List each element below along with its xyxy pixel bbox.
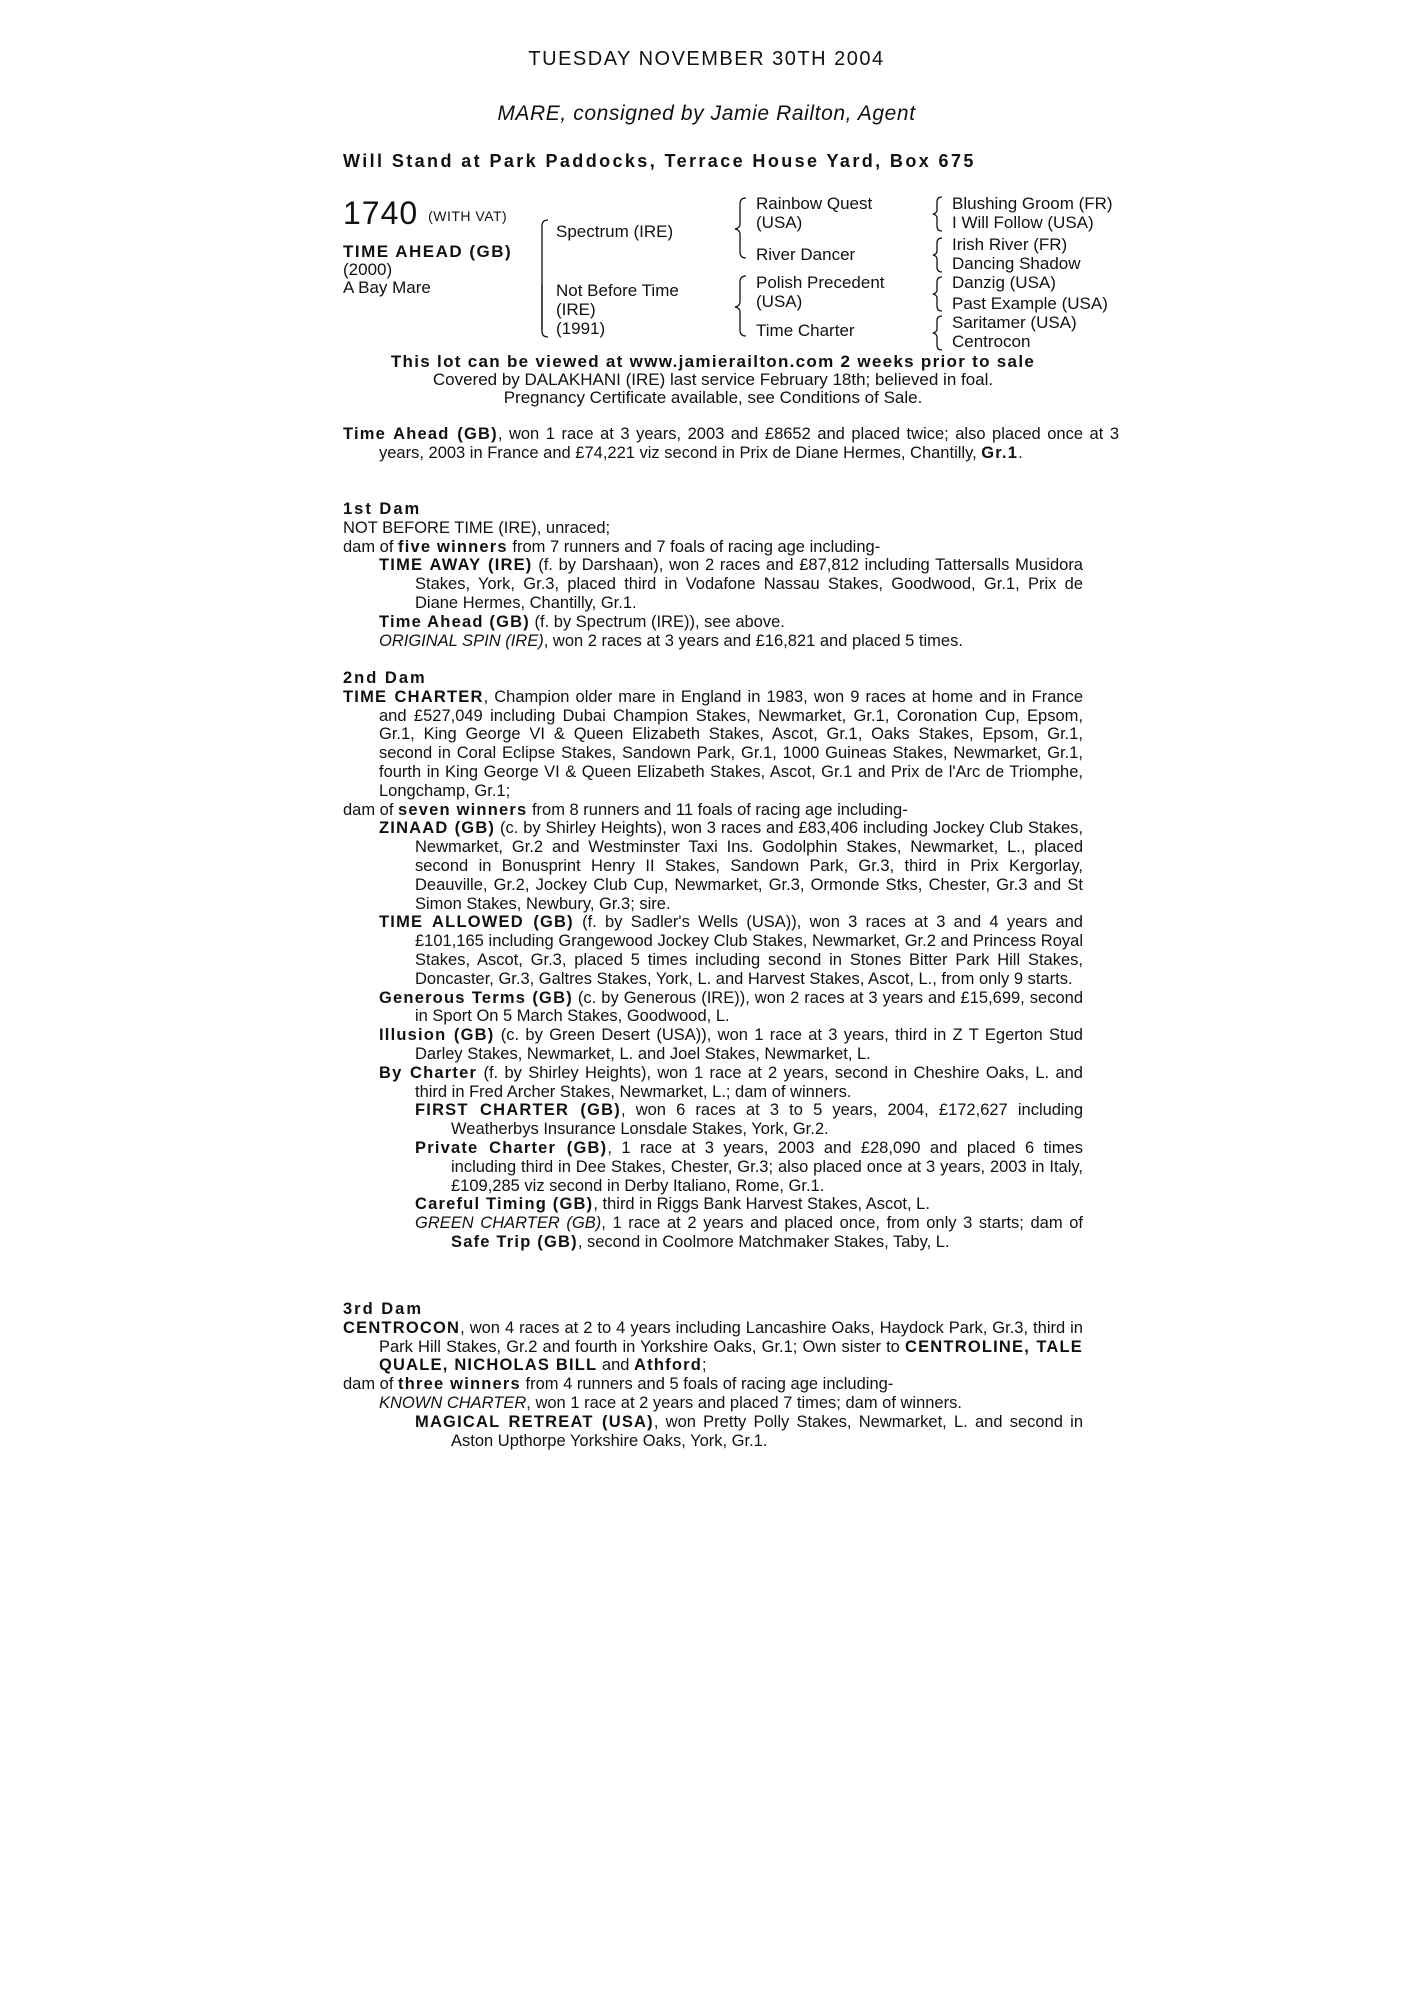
pedigree-ssd: I Will Follow (USA) <box>952 213 1094 232</box>
second-dam-produce <box>343 801 1083 820</box>
pedigree-dsd: Past Example (USA) <box>952 294 1108 313</box>
second-dam-entry <box>343 1026 1083 1064</box>
entry-text: , won 2 races at 3 years and £16,821 and placed 5 times. <box>543 631 963 650</box>
entry-text: (f. by Shirley Heights), won 1 race at 2 years, second in Cheshire Oaks, L. and third in Fred Archer Stakes, Newmarket, L.; dam of winners. <box>415 1063 1083 1101</box>
entry-name: ORIGINAL SPIN (IRE) <box>379 631 544 650</box>
third-dam-section <box>343 1300 1083 1450</box>
entry-text: (c. by Generous (IRE)), won 2 races at 3 years and £15,699, second in Sport On 5 March Stakes, Goodwood, L. <box>415 988 1083 1026</box>
dam-of-prefix: dam of <box>343 1375 399 1394</box>
stabling-line: Will Stand at Park Paddocks, Terrace House Yard, Box 675 <box>343 151 976 171</box>
summary-name: Time Ahead (GB) <box>343 425 498 443</box>
semicolon: ; <box>702 1356 707 1375</box>
entry-name: Private Charter (GB) <box>415 1138 608 1157</box>
third-dam-heading: 3rd Dam <box>343 1300 424 1318</box>
summary-grade: Gr.1 <box>981 443 1019 462</box>
sisters-names: CENTROLINE, TALE QUALE, NICHOLAS BILL <box>379 1337 1083 1375</box>
dam-of-prefix: dam of <box>343 800 399 819</box>
pedigree-brace-5 <box>930 237 946 273</box>
second-dam-entry <box>343 913 1083 988</box>
second-dam-grand-entry <box>343 1101 1083 1139</box>
pedigree-brace-6 <box>930 276 946 312</box>
second-dam-entry <box>343 989 1083 1027</box>
horse-year: (2000) <box>343 260 393 279</box>
entry-text: , 1 race at 3 years, 2003 and £28,090 and placed 6 times including third in Dee Stakes, Chester, Gr.3; also placed once at 3 years, 2003 in Italy, £109,285 viz second in Derby Italiano, Rome, Gr.1. <box>451 1138 1083 1195</box>
first-dam-section <box>343 500 1083 650</box>
second-dam-heading: 2nd Dam <box>343 669 427 687</box>
pedigree-sire: Spectrum (IRE) <box>556 222 674 241</box>
pedigree-sire-sire-name: Rainbow Quest <box>756 194 873 213</box>
pedigree-brace-2 <box>732 196 750 262</box>
entry-text-2: , second in Coolmore Matchmaker Stakes, Taby, L. <box>577 1232 950 1251</box>
viewing-note: This lot can be viewed at www.jamierailton.com 2 weeks prior to sale <box>390 352 1036 371</box>
summary-end: . <box>1018 443 1023 462</box>
pedigree-dam-year: (1991) <box>556 319 606 338</box>
third-dam-main <box>343 1319 1083 1375</box>
second-dam-grand-entry <box>343 1139 1083 1195</box>
entry-text: , won 6 races at 3 to 5 years, 2004, £172,627 including Weatherbys Insurance Lonsdale Stakes, York, Gr.2. <box>451 1101 1083 1139</box>
entry-text: , won 1 race at 2 years and placed 7 times; dam of winners. <box>526 1393 962 1412</box>
summary-text: , won 1 race at 3 years, 2003 and £8652 and placed twice; also placed once at 3 years, 2003 in France and £74,221 viz second in Prix de Diane Hermes, Chantilly, <box>379 425 1120 462</box>
second-dam-section <box>343 669 1083 1252</box>
pedigree-ddd: Centrocon <box>952 332 1031 351</box>
entry-name-2: Safe Trip (GB) <box>451 1232 578 1251</box>
entry-name: TIME ALLOWED (GB) <box>379 913 574 932</box>
dam-of-winners: three winners <box>398 1375 521 1394</box>
dam-of-suffix: from 4 runners and 5 foals of racing age including- <box>520 1375 894 1394</box>
horse-description: A Bay Mare <box>343 278 431 297</box>
first-dam-heading: 1st Dam <box>343 500 422 518</box>
main-name: TIME CHARTER <box>343 687 484 706</box>
pedigree-sire-dam: River Dancer <box>756 245 856 264</box>
entry-text: (f. by Darshaan), won 2 races and £87,812 including Tattersalls Musidora Stakes, York, Gr.3, placed third in Vodafone Nassau Stakes, Goodwood, Gr.1, Prix de Diane Hermes, Chantilly, Gr.1. <box>415 556 1083 612</box>
second-dam-grand-entry <box>343 1195 1083 1214</box>
entry-name: Time Ahead (GB) <box>379 612 530 631</box>
pedigree-brace-3 <box>732 274 750 340</box>
second-dam-main <box>343 688 1083 801</box>
dam-of-prefix: dam of <box>343 537 399 556</box>
entry-name: Generous Terms (GB) <box>379 988 573 1007</box>
dam-of-winners: seven winners <box>398 800 528 819</box>
entry-text: (c. by Green Desert (USA)), won 1 race at 3 years, third in Z T Egerton Stud Darley Stakes, Newmarket, L. and Joel Stakes, Newmarket, L. <box>415 1026 1083 1063</box>
pedigree-dam-sire-country: (USA) <box>756 292 803 311</box>
second-dam-grand-entry <box>343 1214 1083 1252</box>
entry-name: By Charter <box>379 1063 478 1082</box>
entry-name: FIRST CHARTER (GB) <box>415 1101 621 1120</box>
third-dam-entry <box>343 1394 1083 1413</box>
horse-name: TIME AHEAD (GB) <box>343 242 513 261</box>
first-dam-entry <box>343 613 1083 632</box>
entry-text: (f. by Spectrum (IRE)), see above. <box>529 612 785 631</box>
third-dam-grand-entry <box>343 1413 1083 1451</box>
pedigree-dam-sire <box>756 273 885 311</box>
pedigree-sire-sire-country: (USA) <box>756 213 803 232</box>
entry-name: GREEN CHARTER (GB) <box>415 1214 602 1233</box>
main-text: , won 4 races at 2 to 4 years including Lancashire Oaks, Haydock Park, Gr.3, third in Park Hill Stakes, Gr.2 and fourth in Yorkshire Oaks, Gr.1; Own sister to <box>379 1318 1083 1356</box>
entry-text: , 1 race at 2 years and placed once, from only 3 starts; dam of <box>601 1214 1083 1233</box>
first-dam-line: NOT BEFORE TIME (IRE), unraced; <box>343 518 611 537</box>
pedigree-dds: Saritamer (USA) <box>952 313 1077 332</box>
first-dam-produce <box>343 538 1083 557</box>
consignor-line: MARE, consigned by Jamie Railton, Agent <box>497 102 916 125</box>
first-dam-entry <box>343 556 1083 612</box>
lot-summary <box>343 425 1119 463</box>
entry-name: TIME AWAY (IRE) <box>379 556 533 575</box>
lot-number-value: 1740 <box>343 195 419 231</box>
pedigree-dam-name: Not Before Time <box>556 281 679 300</box>
pedigree-dss: Danzig (USA) <box>952 273 1056 292</box>
pedigree-sss: Blushing Groom (FR) <box>952 194 1113 213</box>
entry-name: Illusion (GB) <box>379 1026 495 1045</box>
athford-name: Athford <box>634 1356 702 1375</box>
second-dam-entry <box>343 819 1083 913</box>
sale-date: TUESDAY NOVEMBER 30TH 2004 <box>528 48 885 70</box>
lot-number <box>343 195 507 232</box>
pedigree-dam <box>556 281 679 338</box>
pedigree-sire-sire <box>756 194 872 232</box>
pedigree-sds: Irish River (FR) <box>952 235 1068 254</box>
pedigree-brace-4 <box>930 196 946 232</box>
and-text: and <box>597 1356 635 1375</box>
pedigree-dam-dam: Time Charter <box>756 321 855 340</box>
entry-name: Careful Timing (GB) <box>415 1195 594 1214</box>
second-dam-entry <box>343 1064 1083 1102</box>
entry-name: KNOWN CHARTER <box>379 1393 527 1412</box>
horse-details <box>343 243 512 297</box>
main-name: CENTROCON <box>343 1318 461 1337</box>
entry-text: , third in Riggs Bank Harvest Stakes, Ascot, L. <box>593 1195 930 1214</box>
main-text: , Champion older mare in England in 1983, won 9 races at home and in France and £527,049 including Dubai Champion Stakes, Newmarket, Gr.1, Coronation Cup, Epsom, Gr.1, King George VI & Queen Elizabeth Stakes, Ascot, Gr.1, Oaks Stakes, Epsom, Gr.1, second in Coral Eclipse Stakes, Sandown Park, Gr.1, 1000 Guineas Stakes, Newmarket, Gr.1, fourth in King George VI & Queen Elizabeth Stakes, Ascot, Gr.1 and Prix de l'Arc de Triomphe, Longchamp, Gr.1; <box>379 687 1083 800</box>
third-dam-produce <box>343 1375 1083 1394</box>
pedigree-dam-country: (IRE) <box>556 300 596 319</box>
vat-note: (WITH VAT) <box>428 208 508 224</box>
pedigree-dam-sire-name: Polish Precedent <box>756 273 885 292</box>
dam-of-winners: five winners <box>398 537 508 556</box>
entry-name: ZINAAD (GB) <box>379 819 496 838</box>
entry-text: (f. by Sadler's Wells (USA)), won 3 races at 3 and 4 years and £101,165 including Grangewood Jockey Club Stakes, Newmarket, Gr.2 and Princess Royal Stakes, Ascot, Gr.3, placed 5 times including second in Stones Bitter Park Hill Stakes, Doncaster, Gr.3, Galtres Stakes, York, L. and Harvest Stakes, Ascot, L., from only 9 starts. <box>415 913 1083 988</box>
pedigree-sdd: Dancing Shadow <box>952 254 1081 273</box>
pregnancy-note: Pregnancy Certificate available, see Conditions of Sale. <box>503 388 923 407</box>
first-dam-entry <box>343 632 1083 651</box>
entry-text: (c. by Shirley Heights), won 3 races and £83,406 including Jockey Club Stakes, Newmarket, Gr.2 and Westminster Taxi Ins. Godolphin Stakes, Newmarket, L., placed second in Bonusprint Henry II Stakes, Sandown Park, Gr.3, third in Prix Kergorlay, Deauville, Gr.2, Jockey Club Cup, Newmarket, Gr.3, Ormonde Stks, Chester, Gr.3 and St Simon Stakes, Newbury, Gr.3; sire. <box>415 819 1083 913</box>
pedigree-brace-7 <box>930 315 946 351</box>
dam-of-suffix: from 8 runners and 11 foals of racing age including- <box>527 800 908 819</box>
dam-of-suffix: from 7 runners and 7 foals of racing age including- <box>507 537 881 556</box>
pedigree-brace-1b <box>536 285 550 340</box>
entry-name: MAGICAL RETREAT (USA) <box>415 1412 654 1431</box>
entry-text: , won Pretty Polly Stakes, Newmarket, L. and second in Aston Upthorpe Yorkshire Oaks, York, Gr.1. <box>451 1412 1084 1450</box>
covered-note: Covered by DALAKHANI (IRE) last service February 18th; believed in foal. <box>432 370 994 389</box>
